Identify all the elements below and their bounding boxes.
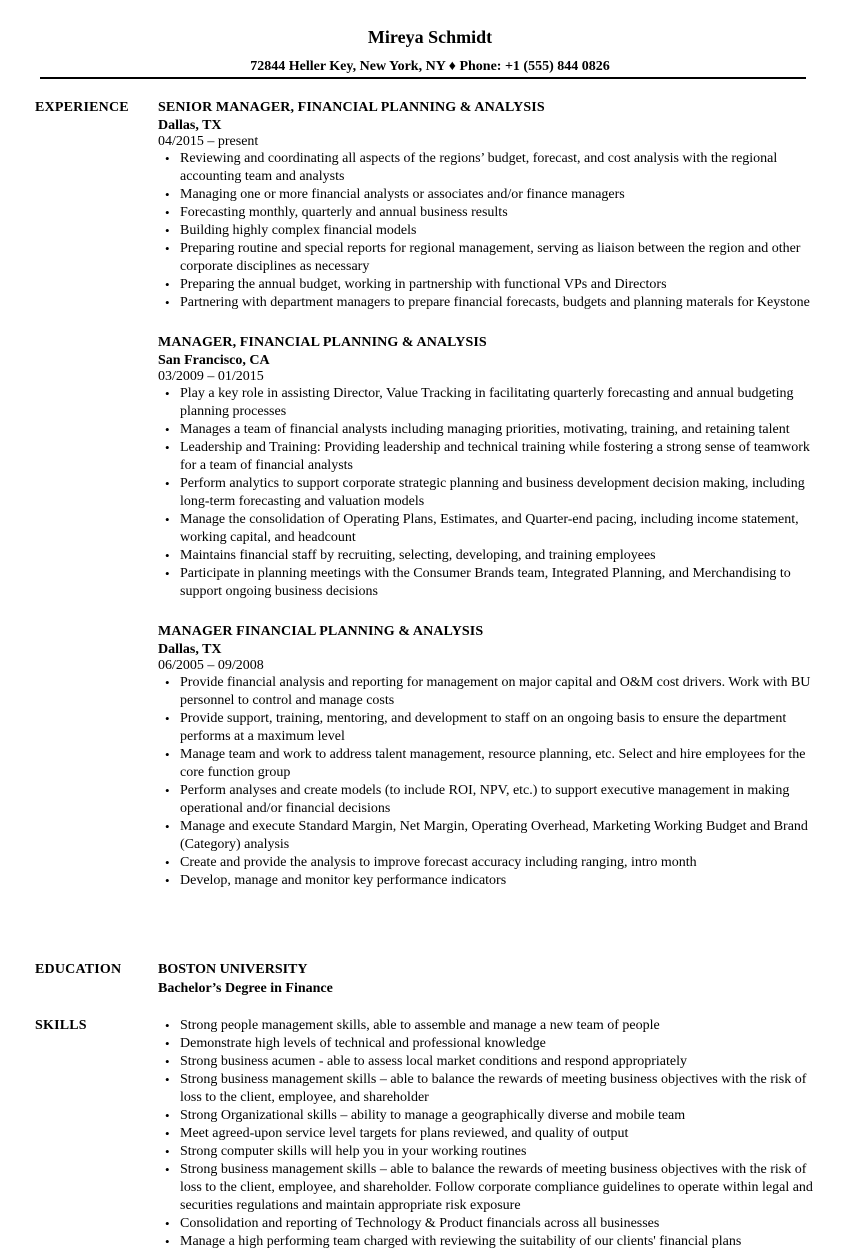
section-label-skills: SKILLS xyxy=(35,1018,87,1033)
job-title: SENIOR MANAGER, FINANCIAL PLANNING & ANALYSIS xyxy=(158,100,545,115)
job-bullet: • Maintains financial staff by recruiting, selecting, developing, and training employees xyxy=(180,547,818,565)
job-bullet: • Develop, manage and monitor key performance indicators xyxy=(180,872,818,890)
job-bullet: • Forecasting monthly, quarterly and annual business results xyxy=(180,204,818,222)
job-bullet: • Preparing the annual budget, working in partnership with functional VPs and Directors xyxy=(180,276,818,294)
job-bullet: • Perform analytics to support corporate strategic planning and business development decision making, including long-term forecasting and valuation models xyxy=(180,475,818,511)
job-title: MANAGER, FINANCIAL PLANNING & ANALYSIS xyxy=(158,335,487,350)
skill-item: • Strong business management skills – able to balance the rewards of meeting business objectives with the risk of loss to the client, employee, and shareholder xyxy=(180,1071,818,1107)
skill-item: • Demonstrate high levels of technical and professional knowledge xyxy=(180,1035,818,1053)
job-bullet: • Building highly complex financial models xyxy=(180,222,818,240)
job-dates: 06/2005 – 09/2008 xyxy=(158,658,264,673)
skill-item: • Meet agreed-upon service level targets for plans reviewed, and quality of output xyxy=(180,1125,818,1143)
job-title: MANAGER FINANCIAL PLANNING & ANALYSIS xyxy=(158,624,484,639)
job-bullet: • Reviewing and coordinating all aspects of the regions’ budget, forecast, and cost analysis with the regional accounting team and analysts xyxy=(180,150,818,186)
job-dates: 04/2015 – present xyxy=(158,134,259,149)
job-bullet: • Participate in planning meetings with the Consumer Brands team, Integrated Planning, and Merchandising to support ongoing business decisions xyxy=(180,565,818,601)
skill-item: • Strong people management skills, able to assemble and manage a new team of people xyxy=(180,1017,818,1035)
job-bullets xyxy=(158,150,818,312)
job-bullet: • Partnering with department managers to prepare financial forecasts, budgets and planning materals for Keystone xyxy=(180,294,818,312)
job-location: San Francisco, CA xyxy=(158,353,270,368)
job-bullet: • Provide support, training, mentoring, and development to staff on an ongoing basis to ensure the department performs at a maximum level xyxy=(180,710,818,746)
skill-item: • Strong business management skills – able to balance the rewards of meeting business objectives with the risk of loss to the client, employee, and shareholder. Follow corporate compliance guidelines to operate within legal and securities regulations and maintain appropriate risk exposure xyxy=(180,1161,818,1215)
school-name: BOSTON UNIVERSITY xyxy=(158,962,308,977)
job-bullet: • Managing one or more financial analysts or associates and/or finance managers xyxy=(180,186,818,204)
experience-body xyxy=(158,99,818,912)
job-bullet: • Leadership and Training: Providing leadership and technical training while fostering a strong sense of teamwork for a team of financial analysts xyxy=(180,439,818,475)
job-bullet: • Preparing routine and special reports for regional management, serving as liaison between the region and other corporate disciplines as necessary xyxy=(180,240,818,276)
resume-header xyxy=(0,0,860,76)
job-bullets xyxy=(158,674,818,890)
job-bullet: • Manage and execute Standard Margin, Net Margin, Operating Overhead, Marketing Working Budget and Brand (Category) analysis xyxy=(180,818,818,854)
job-dates: 03/2009 – 01/2015 xyxy=(158,369,264,384)
section-label-education: EDUCATION xyxy=(35,962,122,977)
skill-item: • Consolidation and reporting of Technology & Product financials across all businesses xyxy=(180,1215,818,1233)
job-location: Dallas, TX xyxy=(158,642,222,657)
job-entry xyxy=(158,99,818,312)
candidate-name: Mireya Schmidt xyxy=(367,27,493,47)
job-bullet: • Provide financial analysis and reporting for management on major capital and O&M cost drivers. Work with BU personnel to control and manage costs xyxy=(180,674,818,710)
job-bullet: • Play a key role in assisting Director, Value Tracking in facilitating quarterly forecasting and annual budgeting planning processes xyxy=(180,385,818,421)
skill-item: • Strong computer skills will help you in your working routines xyxy=(180,1143,818,1161)
skills-list xyxy=(158,1017,818,1251)
job-entry xyxy=(158,623,818,890)
section-label-experience: EXPERIENCE xyxy=(35,100,129,115)
skills-body xyxy=(158,1017,818,1251)
job-location: Dallas, TX xyxy=(158,118,222,133)
job-bullet: • Perform analyses and create models (to include ROI, NPV, etc.) to support executive management in making operational and/or financial decisions xyxy=(180,782,818,818)
skill-item: • Strong business acumen - able to assess local market conditions and respond appropriately xyxy=(180,1053,818,1071)
header-divider xyxy=(40,77,806,79)
job-bullet: • Manage the consolidation of Operating Plans, Estimates, and Quarter-end pacing, including income statement, working capital, and headcount xyxy=(180,511,818,547)
job-bullet: • Manage team and work to address talent management, resource planning, etc. Select and hire employees for the core function group xyxy=(180,746,818,782)
skill-item: • Strong Organizational skills – ability to manage a geographically diverse and mobile team xyxy=(180,1107,818,1125)
education-body xyxy=(158,961,818,999)
degree-name: Bachelor’s Degree in Finance xyxy=(158,981,333,996)
skill-item: • Manage a high performing team charged with reviewing the suitability of our clients' financial plans xyxy=(180,1233,818,1251)
job-bullets xyxy=(158,385,818,601)
job-entry xyxy=(158,334,818,601)
job-bullet: • Create and provide the analysis to improve forecast accuracy including ranging, intro month xyxy=(180,854,818,872)
contact-line: 72844 Heller Key, New York, NY ♦ Phone: +1 (555) 844 0826 xyxy=(250,59,610,74)
job-bullet: • Manages a team of financial analysts including managing priorities, motivating, training, and retaining talent xyxy=(180,421,818,439)
